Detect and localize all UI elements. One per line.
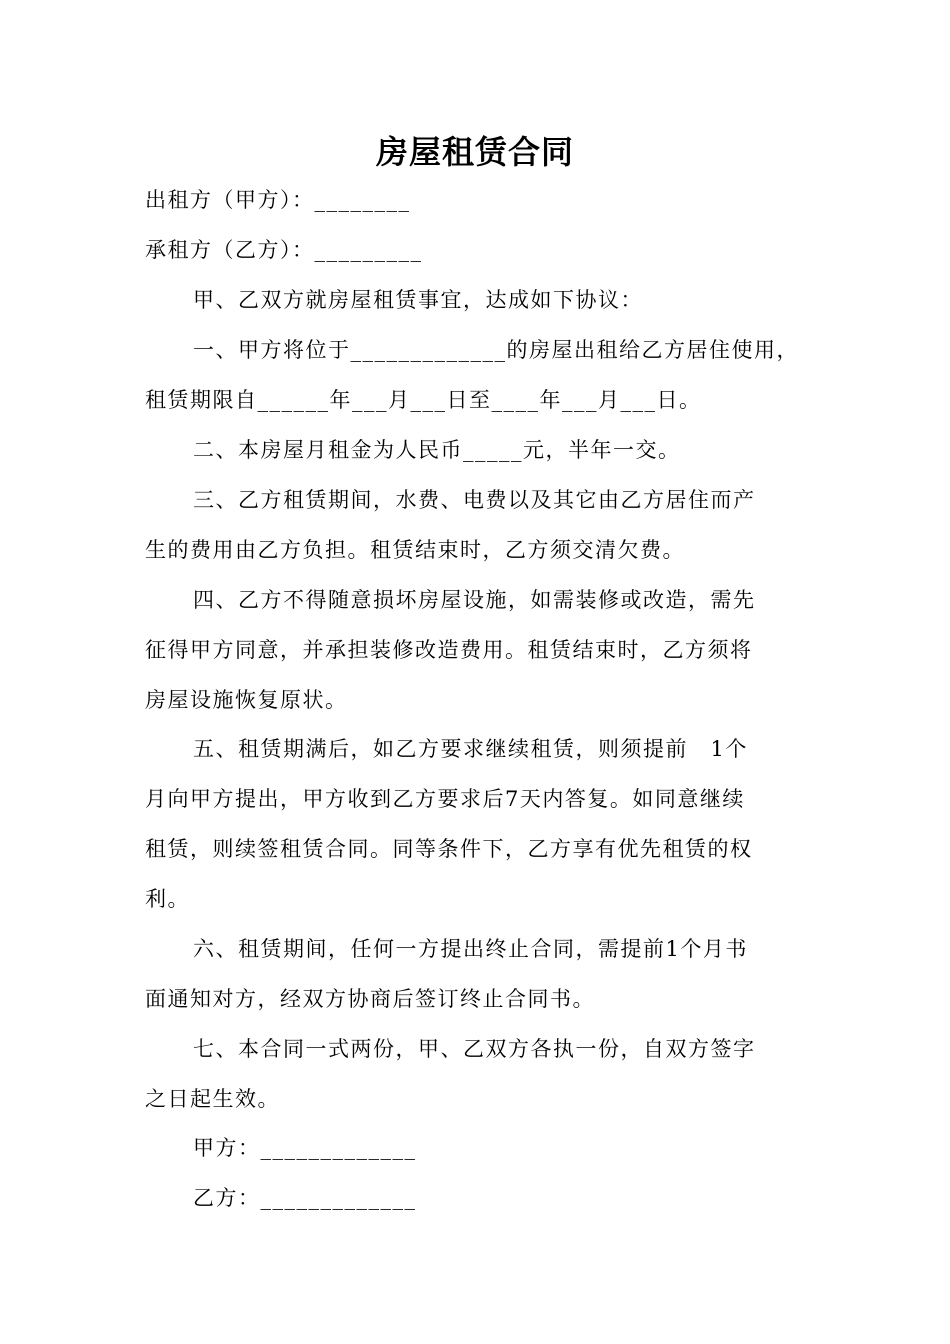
clause-6-line-1: 六、租赁期间，任何一方提出终止合同，需提前1个月书: [193, 937, 748, 961]
clause-7-line-2: 之日起生效。: [145, 1087, 280, 1111]
clause-3-line-1: 三、乙方租赁期间，水费、电费以及其它由乙方居住而产: [193, 488, 756, 512]
party-b-signature-line: 乙方：_____________: [193, 1186, 417, 1210]
intro-line: 甲、乙双方就房屋租赁事宜，达成如下协议：: [193, 288, 643, 312]
lessor-line: 出租方（甲方）：________: [145, 188, 411, 212]
clause-4-line-1: 四、乙方不得随意损坏房屋设施，如需装修或改造，需先: [193, 588, 756, 612]
lessee-line: 承租方（乙方）：_________: [145, 238, 423, 262]
party-a-signature-line: 甲方：_____________: [193, 1136, 417, 1160]
clause-7-line-1: 七、本合同一式两份，甲、乙双方各执一份，自双方签字: [193, 1037, 756, 1061]
clause-4-line-2: 征得甲方同意，并承担装修改造费用。租赁结束时，乙方须将: [145, 638, 753, 662]
clause-5-line-3: 租赁，则续签租赁合同。同等条件下，乙方享有优先租赁的权: [145, 837, 753, 861]
clause-1-line-2: 租赁期限自______年___月___日至____年___月___日。: [145, 388, 702, 412]
clause-5-line-1: 五、租赁期满后，如乙方要求继续租赁，则须提前 1个: [193, 737, 748, 761]
clause-1-line-1: 一、甲方将位于_____________的房屋出租给乙方居住使用，: [193, 338, 799, 362]
clause-5-line-2: 月向甲方提出，甲方收到乙方要求后7天内答复。如同意继续: [145, 787, 745, 811]
clause-4-line-3: 房屋设施恢复原状。: [145, 688, 348, 712]
document-title: 房屋租赁合同: [375, 133, 574, 171]
clause-6-line-2: 面通知对方，经双方协商后签订终止合同书。: [145, 987, 595, 1011]
clause-5-line-4: 利。: [145, 887, 190, 911]
clause-2-line-1: 二、本房屋月租金为人民币_____元，半年一交。: [193, 438, 681, 462]
clause-3-line-2: 生的费用由乙方负担。租赁结束时，乙方须交清欠费。: [145, 538, 685, 562]
